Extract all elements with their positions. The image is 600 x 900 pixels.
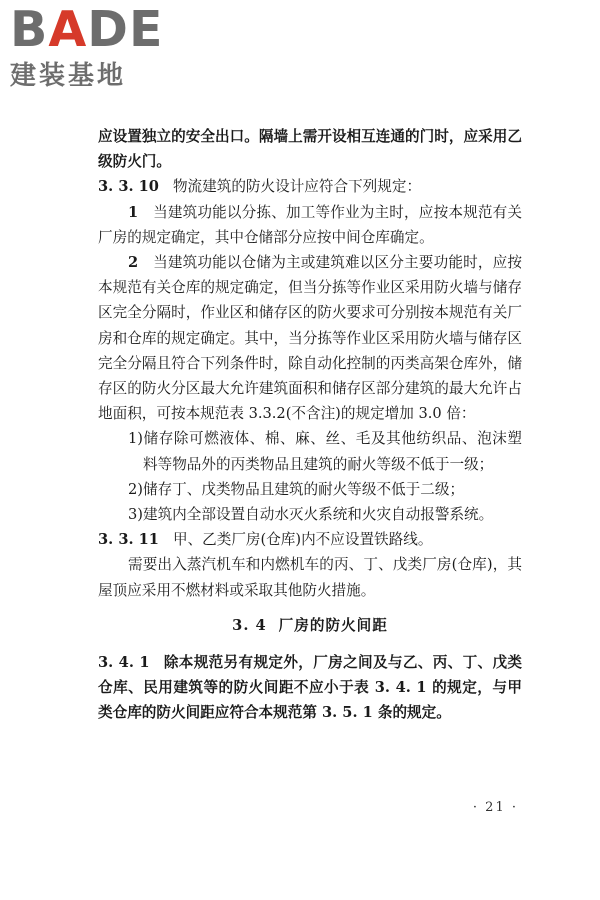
logo-letter-a: A	[48, 1, 88, 58]
sub-item-3	[98, 502, 522, 527]
sub-item-number: 1)	[128, 430, 143, 448]
logo-letters-de: DE	[87, 1, 164, 58]
clause-number: 3. 4. 1	[98, 654, 150, 672]
clause-text: 物流建筑的防火设计应符合下列规定：	[172, 178, 422, 196]
sub-item-text: 储存丁、戊类物品且建筑的耐火等级不低于二级；	[142, 480, 465, 498]
bade-logo	[10, 1, 180, 92]
clause-3-4-1	[98, 650, 522, 726]
paragraph-continuation: 应设置独立的安全出口。隔墙上需开设相互连通的门时，应采用乙级防火门。	[98, 128, 522, 171]
document-body	[98, 124, 522, 726]
item-text: 当建筑功能以仓储为主或建筑难以区分主要功能时，应按本规范有关仓库的规定确定，但当分拣等作业区采用防火墙与储存区完全分隔时，作业区和储存区的防火要求可分别按本规范有关厂房和仓库的规定确定。其中，当分拣等作业区采用防火墙与储存区完全分隔且符合下列条件时，除自动化控制的丙类高架仓库外，储存区的防火分区最大允许建筑面积和储存区部分建筑的最大允许占地面积，可按本规范表 3.3.2(不含注)的规定增加 3.0 倍：	[98, 254, 522, 423]
sub-item-text: 建筑内全部设置自动水灭火系统和火灾自动报警系统。	[142, 506, 494, 524]
page-number: · 21 ·	[472, 800, 518, 815]
clause-text: 除本规范另有规定外，厂房之间及与乙、丙、丁、戊类仓库、民用建筑等的防火间距不应小于表 3. 4. 1 的规定，与甲类仓库的防火间距应符合本规范第 3. 5. 1 条的规定。	[98, 654, 522, 722]
sub-item-number: 3)	[128, 506, 143, 524]
section-title: 厂房的防火间距	[278, 616, 388, 634]
item-number: 2	[128, 254, 139, 272]
section-number: 3. 4	[232, 616, 267, 634]
sub-item-2	[98, 477, 522, 502]
logo-letter-b: B	[10, 1, 49, 58]
clause-number: 3. 3. 11	[98, 531, 159, 549]
section-heading	[98, 613, 522, 638]
clause-paragraph: 需要出入蒸汽机车和内燃机车的丙、丁、戊类厂房(仓库)，其屋顶应采用不燃材料或采取其他防火措施。	[98, 556, 522, 599]
sub-item-number: 2)	[128, 480, 143, 498]
clause-item-2	[98, 250, 522, 426]
clause-item-1	[98, 200, 522, 250]
clause-number: 3. 3. 10	[98, 178, 159, 196]
logo-wordmark	[10, 1, 180, 58]
logo-subtitle: 建装基地	[10, 61, 127, 91]
item-number: 1	[128, 203, 139, 221]
clause-3-3-10	[98, 174, 522, 199]
item-text: 当建筑功能以分拣、加工等作业为主时，应按本规范有关厂房的规定确定，其中仓储部分应按中间仓库确定。	[98, 203, 522, 246]
sub-item-1	[98, 426, 522, 476]
sub-item-text: 储存除可燃液体、棉、麻、丝、毛及其他纺织品、泡沫塑料等物品外的丙类物品且建筑的耐火等级不低于一级；	[142, 430, 522, 473]
clause-3-3-11	[98, 527, 522, 552]
clause-text: 甲、乙类厂房(仓库)内不应设置铁路线。	[172, 531, 433, 549]
